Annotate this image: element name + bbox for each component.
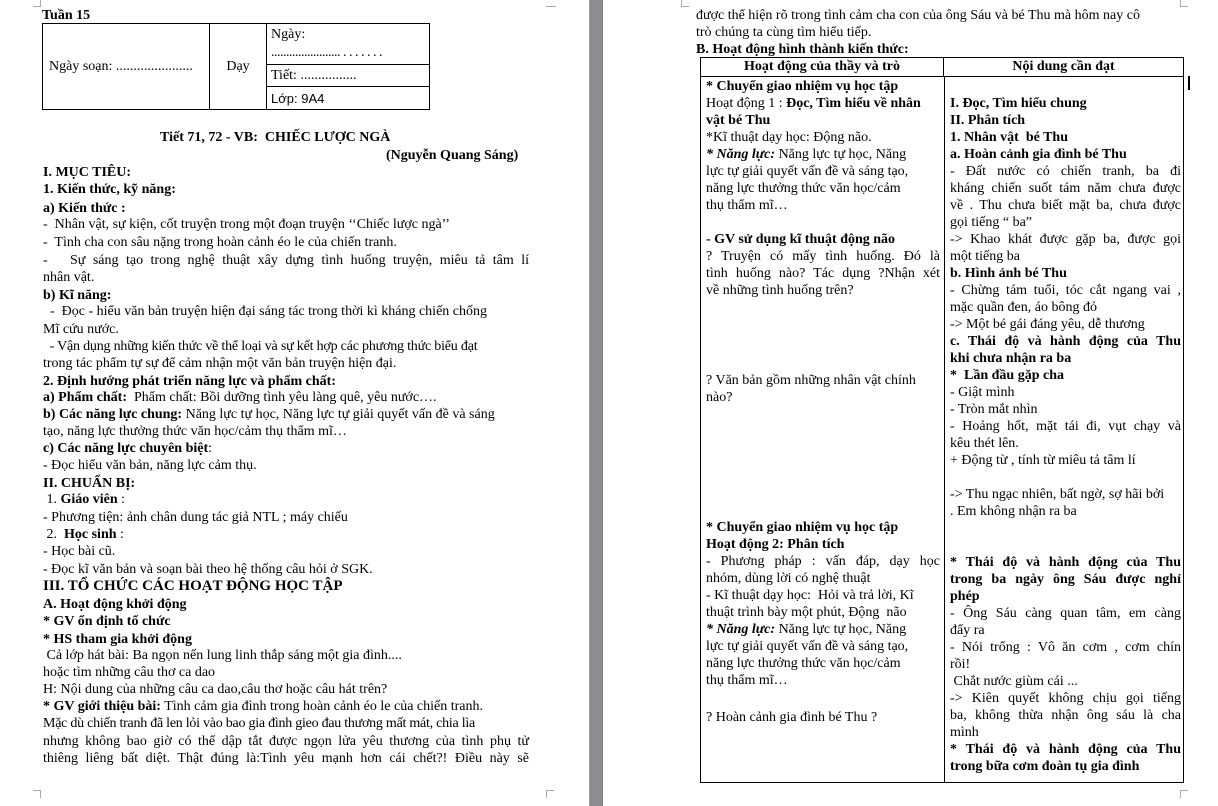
section-heading: II. CHUẨN BỊ: <box>43 476 136 491</box>
inline-label: Giáo viên <box>60 492 118 507</box>
body-line: - Đọc hiểu văn bản, năng lực cảm thụ. <box>43 458 257 473</box>
subsection-heading: * HS tham gia khởi động <box>43 632 192 647</box>
table-header-activities: Hoạt động của thầy và trò <box>701 58 944 77</box>
subsection-heading: 2. Định hướng phát triển năng lực và phẩm chất: <box>43 374 336 389</box>
body-line: - Phương tiện: ảnh chân dung tác giả NTL ; máy chiếu <box>43 510 348 525</box>
inline-text: : <box>208 441 213 456</box>
body-line: kháng chiến suốt tám năm chưa được <box>950 181 1181 196</box>
body-line <box>43 406 495 423</box>
body-line: - GV sử dụng kĩ thuật động não <box>706 232 896 247</box>
table-cell-activity-1[interactable] <box>706 78 940 299</box>
body-line: *Kĩ thuật dạy học: Động não. <box>706 130 872 145</box>
body-line: - Đọc kĩ văn bản và soạn bài theo hệ thống câu hỏi ở SGK. <box>43 562 373 577</box>
section-heading: III. TỔ CHỨC CÁC HOẠT ĐỘNG HỌC TẬP <box>43 578 343 594</box>
subsection-heading: * GV ổn định tổ chức <box>43 614 171 629</box>
body-line: Hoạt động 2: Phân tích <box>706 537 845 552</box>
body-line: Chắt nước giùm cái ... <box>950 674 1078 689</box>
subsection-heading: A. Hoạt động khởi động <box>43 597 187 612</box>
inline-text: Năng lực tự học, Năng lực tự giải quyết vấn đề và sáng <box>182 407 495 422</box>
lesson-title <box>160 129 390 146</box>
body-line: ? Hoàn cảnh gia đình bé Thu ? <box>706 710 878 725</box>
lesson-title-prefix: Tiết 71, 72 - VB: <box>160 130 258 145</box>
text-cursor <box>1188 76 1190 90</box>
list-number: 2. <box>43 527 64 542</box>
table-cell-activity-2[interactable] <box>706 519 940 689</box>
inline-text: : <box>116 527 124 542</box>
body-line: * Thái độ và hành động của Thu <box>950 742 1181 757</box>
crop-mark <box>33 0 41 7</box>
inline-label: c) Các năng lực chuyên biệt <box>43 441 209 456</box>
body-line: phép <box>950 589 980 604</box>
body-line: * Chuyển giao nhiệm vụ học tập <box>706 79 899 94</box>
body-line: về . Thu chưa biết mặt ba, chưa được <box>950 198 1181 213</box>
document-page-right <box>603 0 1218 806</box>
body-line <box>43 440 212 457</box>
body-line: - Giật mình <box>950 385 1015 400</box>
lesson-title-name: CHIẾC LƯỢC NGÀ <box>264 130 391 145</box>
body-line: - Sự sáng tạo trong nghệ thuật xây dựng tình huống truyện, miêu tả tâm lí <box>43 253 529 268</box>
body-line <box>43 491 125 508</box>
body-line: - Kĩ thuật dạy học: Hỏi và trả lời, Kĩ <box>706 588 914 603</box>
body-line: rồi! <box>950 657 971 672</box>
body-line: trò chúng ta cùng tìm hiểu tiếp. <box>696 25 872 40</box>
author-name: (Nguyễn Quang Sáng) <box>386 148 519 163</box>
blank-line <box>950 537 1181 554</box>
column-separator <box>944 77 945 782</box>
teach-label-cell: Dạy <box>210 24 267 109</box>
body-line: c. Thái độ và hành động của Thu <box>950 334 1181 349</box>
body-line: được thể hiện rõ trong tình cảm cha con của ông Sáu và bé Thu mà hôm nay cô <box>696 8 1140 23</box>
inline-text: Tình cảm gia đình trong hoàn cảnh éo le của chiến tranh. <box>160 699 483 714</box>
table-cell-question-family[interactable] <box>706 709 940 726</box>
crop-mark <box>546 790 554 798</box>
body-line: * Chuyển giao nhiệm vụ học tập <box>706 520 899 535</box>
inline-label: a) Phẩm chất: <box>43 390 127 405</box>
body-line <box>706 95 940 112</box>
subsection-heading: b) Kĩ năng: <box>43 288 112 303</box>
subsection-heading: B. Hoạt động hình thành kiến thức: <box>696 42 909 57</box>
body-line: b. Hình ảnh bé Thu <box>950 266 1067 281</box>
list-number: 1. <box>43 492 61 507</box>
body-line: hoặc tìm những câu thơ ca dao <box>43 665 216 680</box>
body-line <box>706 146 940 163</box>
crop-mark <box>681 0 689 7</box>
week-label: Tuần 15 <box>42 8 91 23</box>
body-line: - Phương pháp : vấn đáp, dạy học <box>706 554 940 569</box>
body-line: -> Kiên quyết không chịu gọi tiếng <box>950 691 1181 706</box>
subsection-heading: 1. Kiến thức, kỹ năng: <box>43 182 176 197</box>
body-line: H: Nội dung của những câu ca dao,câu thơ hoặc câu hát trên? <box>43 682 388 697</box>
body-line: về những tình huống trên? <box>706 283 854 298</box>
body-line: khi chưa nhận ra ba <box>950 351 1072 366</box>
activity-table <box>700 57 1184 783</box>
body-line: II. Phân tích <box>950 113 1026 128</box>
prepared-date-cell[interactable]: Ngày soạn: ...................... <box>43 24 210 109</box>
body-line: mặc quần đen, áo bông đỏ <box>950 300 1097 315</box>
subsection-heading: a) Kiến thức : <box>43 201 126 216</box>
blank-line <box>706 214 940 231</box>
body-line: - Hoảng hốt, mặt tái đi, vụt chạy và <box>950 419 1181 434</box>
body-line: trong ba ngày ông Sáu được nghỉ <box>950 572 1181 587</box>
inline-text: Năng lực tự học, Năng <box>775 147 907 162</box>
body-line: - Nhân vật, sự kiện, cốt truyện trong một đoạn truyện ‘‘Chiếc lược ngà’’ <box>43 217 450 232</box>
class-cell[interactable]: Lớp: 9A4 <box>271 90 325 106</box>
body-line: - Tròn mắt nhìn <box>950 402 1038 417</box>
body-line: thiêng liêng bất diệt. Thật đúng là:Tình yêu mạnh hơn cái chết?! Điều này sẽ <box>43 751 529 766</box>
body-line: nhân vật. <box>43 270 95 285</box>
inline-label: b) Các năng lực chung: <box>43 407 183 422</box>
body-line: a. Hoàn cảnh gia đình bé Thu <box>950 147 1127 162</box>
body-line: ba, không thừa nhận ông sáu là cha <box>950 708 1181 723</box>
body-line <box>43 698 483 715</box>
body-line: kêu thét lên. <box>950 436 1019 451</box>
inline-label: Đọc, Tìm hiểu về nhân <box>786 96 921 111</box>
teach-date-cell[interactable] <box>267 24 429 65</box>
body-line: - Tình cha con sâu nặng trong hoàn cảnh éo le của chiến tranh. <box>43 235 397 250</box>
body-line: - Nói trổng : Vô ăn cơm , cơm chín <box>950 640 1181 655</box>
body-line: I. Đọc, Tìm hiểu chung <box>950 96 1087 111</box>
inline-label: * Năng lực: <box>706 147 776 162</box>
blank-line <box>950 520 1181 537</box>
table-cell-question-characters[interactable] <box>706 372 940 406</box>
inline-text: : <box>117 492 126 507</box>
inline-text: Hoạt động 1 : <box>706 96 787 111</box>
body-line: nhưng không bao giờ có thể dập tắt được ngọn lửa yêu thương của tình phụ tử <box>43 734 529 749</box>
body-line: * Lần đầu gặp cha <box>950 368 1064 383</box>
lesson-header-table <box>42 23 430 110</box>
body-line: trong tác phẩm tự sự để cảm nhận một văn bản truyện hiện đại. <box>43 356 397 371</box>
inline-label: Học sinh <box>64 527 117 542</box>
body-line: - Chừng tám tuổi, tóc cắt ngang vai , <box>950 283 1181 298</box>
body-line: + Động từ , tính từ miêu tả tâm lí <box>950 453 1136 468</box>
inline-text: Phẩm chất: Bồi dưỡng tình yêu làng quê, yêu nước…. <box>127 390 437 405</box>
body-line: thụ thẩm mĩ… <box>706 673 788 688</box>
body-line: -> Một bé gái đáng yêu, dễ thương <box>950 317 1145 332</box>
body-line: - Đất nước có chiến tranh, ba đi <box>950 164 1181 179</box>
body-line: 1. Nhân vật bé Thu <box>950 130 1069 145</box>
body-line: - Vận dụng những kiến thức về thể loại và sự kết hợp các phương thức biểu đạt <box>43 339 478 354</box>
crop-mark <box>33 790 41 798</box>
body-line: Mặc dù chiến tranh đã len lỏi vào bao gia đình gieo đau thương mất mát, chia lìa <box>43 716 475 731</box>
document-page-left <box>0 0 589 806</box>
body-line: năng lực thưởng thức văn học/cảm <box>706 656 901 671</box>
body-line: - Đọc - hiểu văn bản truyện hiện đại sáng tác trong thời kì kháng chiến chống <box>43 304 488 319</box>
body-line <box>43 389 437 406</box>
body-line: Cả lớp hát bài: Ba ngọn nến lung linh thắp sáng một gia đình.... <box>43 648 402 663</box>
body-line: lực tự giải quyết vấn đề và sáng tạo, <box>706 164 909 179</box>
table-cell-content[interactable] <box>950 95 1181 775</box>
body-line <box>43 526 124 543</box>
inline-text: Năng lực tự học, Năng <box>775 622 907 637</box>
section-heading: I. MỤC TIÊU: <box>43 165 132 180</box>
teach-date-label: Ngày: <box>271 27 306 42</box>
body-line: đẩy ra <box>950 623 985 638</box>
body-line: tình huống nào? Tác dụng ?Nhận xét <box>706 266 940 281</box>
body-line: thuật trình bày một phút, Động não <box>706 605 907 620</box>
crop-mark <box>1180 0 1188 7</box>
body-line: nhóm, dùng lời có nghệ thuật <box>706 571 871 586</box>
body-line: năng lực thưởng thức văn học/cảm <box>706 181 901 196</box>
crop-mark <box>546 0 556 7</box>
body-line: trong bữa cơm đoàn tụ gia đình <box>950 759 1140 774</box>
body-line: tạo, năng lực thưởng thức văn học/cảm thụ thẩm mĩ… <box>43 424 347 439</box>
body-line <box>706 621 940 638</box>
body-line: -> Thu ngạc nhiên, bất ngờ, sợ hãi bởi <box>950 487 1165 502</box>
body-line: gọi tiếng “ ba” <box>950 215 1033 230</box>
body-line: lực tự giải quyết vấn đề và sáng tạo, <box>706 639 909 654</box>
body-line: * Thái độ và hành động của Thu <box>950 555 1181 570</box>
body-line: . Em không nhận ra ba <box>950 504 1077 519</box>
table-header-content: Nội dung cần đạt <box>944 58 1183 77</box>
body-line: - Ông Sáu càng quan tâm, em càng <box>950 606 1181 621</box>
body-line: ? Văn bản gồm những nhân vật chính <box>706 373 916 388</box>
teach-date-dots: ....................... . . . . . . . <box>271 45 382 60</box>
body-line: Mĩ cứu nước. <box>43 322 119 337</box>
body-line: -> Khao khát được gặp ba, được gọi <box>950 232 1181 247</box>
body-line: - Học bài cũ. <box>43 544 116 559</box>
inline-label: * GV giới thiệu bài: <box>43 699 161 714</box>
body-line: nào? <box>706 390 733 405</box>
body-line: mình <box>950 725 979 740</box>
period-cell[interactable]: Tiết: ................ <box>267 65 429 87</box>
body-line: vật bé Thu <box>706 113 771 128</box>
blank-line <box>950 469 1181 486</box>
crop-mark <box>1180 790 1188 798</box>
page-gap-divider <box>589 0 603 806</box>
body-line: một tiếng ba <box>950 249 1020 264</box>
inline-label: * Năng lực: <box>706 622 776 637</box>
body-line: ? Truyện có mấy tình huống. Đó là <box>706 249 940 264</box>
body-line: thụ thẩm mĩ… <box>706 198 788 213</box>
